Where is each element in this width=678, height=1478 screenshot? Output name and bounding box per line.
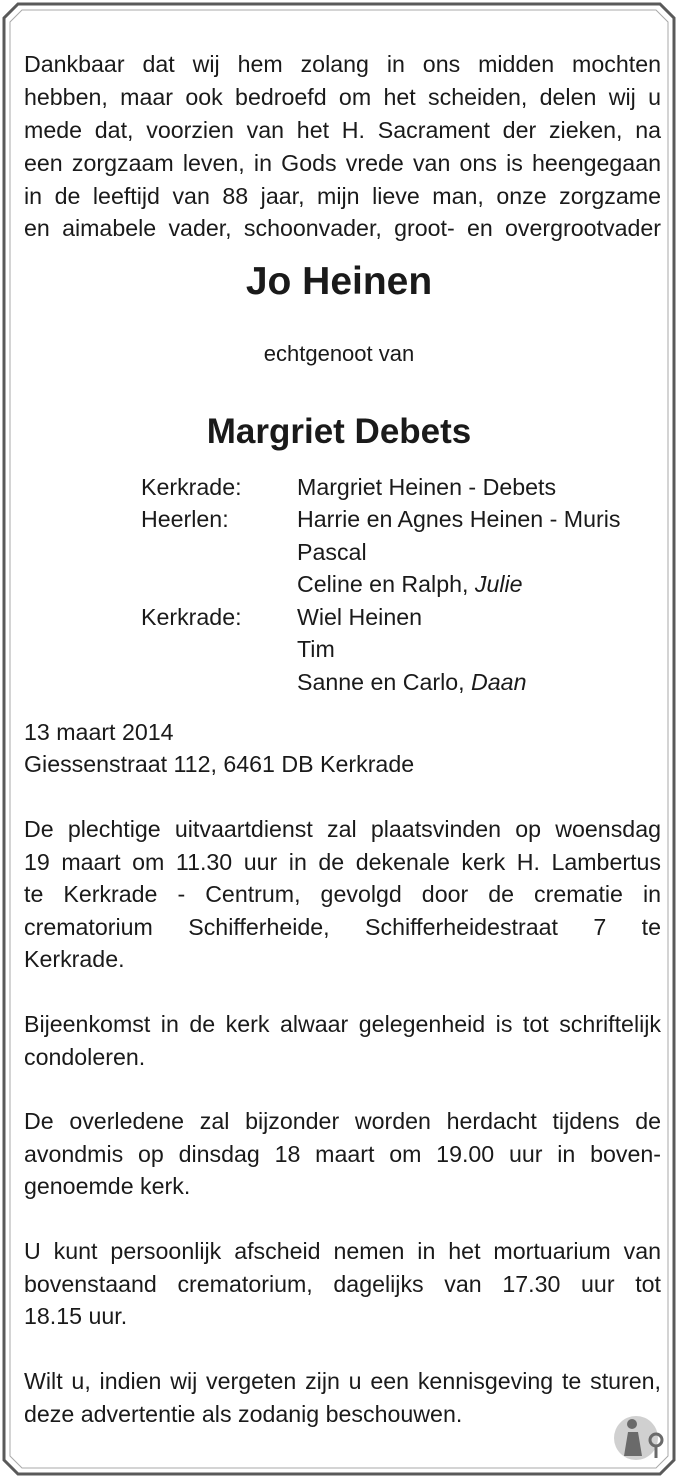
family-place: Heerlen: <box>141 506 229 532</box>
spouse-name: Margriet Debets <box>206 412 472 451</box>
service-line: De plechtige uitvaartdienst zal plaatsvinden op woensdag <box>24 816 661 842</box>
family-names <box>297 568 523 601</box>
home-address: Giessenstraat 112, 6461 DB Kerkrade <box>24 751 415 777</box>
intro-line: hebben, maar ook bedroefd om het scheiden, delen wij u <box>24 84 661 110</box>
family-names-text: Harrie en Agnes Heinen - Muris <box>297 506 621 532</box>
family-place: Kerkrade: <box>141 474 242 500</box>
deceased-name: Jo Heinen <box>245 260 433 303</box>
grandchild-name: Julie <box>474 571 523 597</box>
intro-line: een zorgzaam leven, in Gods vrede van ons is heengegaan <box>24 150 661 176</box>
notice-line: deze advertentie als zodanig beschouwen. <box>24 1401 463 1427</box>
evening-mass-line: De overledene zal bijzonder worden herdacht tijdens de <box>24 1108 661 1134</box>
service-line: 19 maart om 11.30 uur in de dekenale kerk H. Lambertus <box>24 849 661 875</box>
intro-line: en aimabele vader, schoonvader, groot- en overgrootvader <box>24 215 661 241</box>
family-names-text: Tim <box>297 636 335 662</box>
farewell-line: bovenstaand crematorium, dagelijks van 17.30 uur tot <box>24 1271 661 1297</box>
farewell-line: 18.15 uur. <box>24 1303 128 1329</box>
intro-line: Dankbaar dat wij hem zolang in ons midden mochten <box>24 51 661 77</box>
family-names <box>297 536 367 569</box>
family-names <box>297 503 620 536</box>
family-names-text: Sanne en Carlo, <box>297 669 472 695</box>
grandchild-name: Daan <box>471 669 527 695</box>
intro-line: mede dat, voorzien van het H. Sacrament der zieken, na <box>24 117 661 143</box>
family-names <box>297 633 335 666</box>
gathering-line: condoleren. <box>24 1044 146 1070</box>
family-names-text: Celine en Ralph, <box>297 571 475 597</box>
announcement-date: 13 maart 2014 <box>24 719 174 745</box>
evening-mass-line: avondmis op dinsdag 18 maart om 19.00 uur in boven- <box>24 1141 661 1167</box>
family-names-text: Wiel Heinen <box>297 604 423 630</box>
family-names <box>297 471 556 504</box>
family-names <box>297 601 422 634</box>
farewell-line: U kunt persoonlijk afscheid nemen in het mortuarium van <box>24 1238 661 1264</box>
family-names <box>297 666 526 699</box>
memorial-logo-icon <box>612 1410 668 1466</box>
intro-line: in de leeftijd van 88 jaar, mijn lieve man, onze zorgzame <box>24 183 661 209</box>
family-place: Kerkrade: <box>141 604 242 630</box>
service-line: crematorium Schifferheide, Schifferheidestraat 7 te <box>24 914 661 940</box>
service-line: te Kerkrade - Centrum, gevolgd door de crematie in <box>24 881 661 907</box>
family-names-text: Pascal <box>297 539 367 565</box>
gathering-line: Bijeenkomst in de kerk alwaar gelegenheid is tot schriftelijk <box>24 1011 661 1037</box>
family-names-text: Margriet Heinen - Debets <box>297 474 557 500</box>
relation-text: echtgenoot van <box>263 341 415 366</box>
service-line: Kerkrade. <box>24 946 125 972</box>
evening-mass-line: genoemde kerk. <box>24 1173 191 1199</box>
notice-line: Wilt u, indien wij vergeten zijn u een kennisgeving te sturen, <box>24 1368 661 1394</box>
